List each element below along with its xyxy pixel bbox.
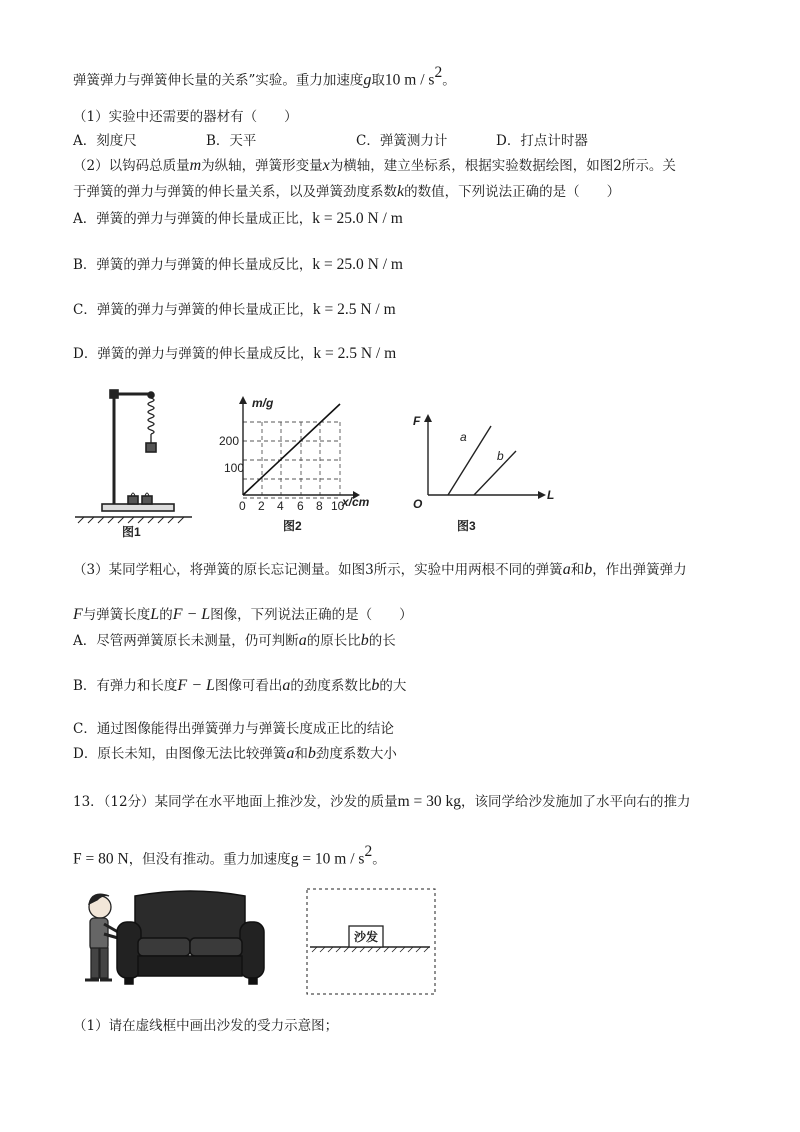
sofa-cushion-left: [138, 938, 190, 956]
q3-option-d-var1: a: [286, 745, 295, 762]
y-tick-100: 100: [224, 461, 245, 475]
q2-stem-line2: [73, 183, 620, 201]
ground-hatching: [78, 517, 184, 523]
spring: [148, 398, 154, 434]
q3-option-b-var1: F − L: [177, 677, 215, 694]
q3-text-d: 的: [159, 607, 173, 623]
q3-option-b-text3: 的劲度系数比: [290, 678, 372, 694]
var-F-L: F − L: [172, 606, 211, 623]
b-label: b: [497, 449, 504, 463]
q2-stem-line1: [73, 157, 676, 175]
q2-option-c-text: C．弹簧的弹力与弹簧的伸长量成正比，: [73, 302, 313, 318]
x-axis-label: x/cm: [342, 495, 370, 509]
x-tick-8: 8: [316, 499, 323, 513]
var-a: a: [562, 561, 571, 578]
q3-option-b-text2: 图像可看出: [214, 678, 283, 694]
q2-option-a-formula: k = 25.0 N / m: [312, 210, 403, 227]
figure-2-chart: [219, 396, 370, 533]
q2-option-b-formula: k = 25.0 N / m: [312, 256, 403, 273]
sofa-illustration: [117, 891, 264, 984]
figure-1-apparatus: [75, 390, 192, 523]
mass-2: [142, 496, 152, 504]
q13-text-b: ，该同学给沙发施加了水平向右的推力: [461, 794, 691, 810]
q3-option-d-var2: b: [307, 745, 316, 762]
q3-stem-line2: [73, 606, 413, 624]
hanging-mass: [146, 443, 156, 452]
q2-option-c-formula: k = 2.5 N / m: [312, 301, 396, 318]
y-axis-arrow: [239, 396, 247, 404]
g-value: 10 m / s: [384, 71, 435, 89]
x-tick-6: 6: [297, 499, 304, 513]
boy-illustration: [85, 894, 118, 980]
q3-stem-line1: [73, 561, 687, 579]
q3-text-c: 与弹簧长度: [82, 607, 151, 623]
q3-option-b-text4: 的大: [379, 678, 407, 694]
q13-mass: m = 30 kg: [397, 793, 462, 810]
F-label: F: [413, 414, 421, 428]
q13-stem-line2: [73, 845, 386, 869]
figure-1-caption: 图1: [122, 525, 141, 539]
q2-option-c: [73, 301, 396, 319]
base-plate: [102, 504, 174, 511]
q1-option-b: B．天平: [206, 133, 257, 149]
q3-option-d-text2: 和: [294, 746, 308, 762]
q2-option-a-text: A．弹簧的弹力与弹簧的伸长量成正比，: [73, 211, 313, 227]
q13-stem-line1: [73, 793, 691, 811]
q1-option-c: C．弹簧测力计: [356, 133, 448, 149]
clamp: [110, 390, 118, 398]
origin-label: O: [413, 497, 423, 511]
q2-option-d-formula: k = 2.5 N / m: [313, 345, 397, 362]
x-tick-2: 2: [258, 499, 265, 513]
figure-3-caption: 图3: [457, 519, 476, 533]
x-tick-10: 10: [331, 499, 345, 513]
hook-knob: [148, 392, 154, 398]
q3-and: 和: [570, 562, 585, 578]
q1-stem: （1）实验中还需要的器材有（ ）: [73, 109, 298, 125]
a-label: a: [460, 430, 467, 444]
data-line: [243, 404, 340, 495]
var-L: L: [150, 606, 160, 623]
mass-1: [128, 496, 138, 504]
figures-row: [0, 380, 800, 540]
q13-g: g = 10 m / s: [290, 850, 365, 868]
q13-period: 。: [372, 851, 386, 868]
q13-illustrations: [0, 882, 800, 997]
line-b: [474, 451, 516, 495]
sofa-arm-right: [240, 922, 264, 978]
var-x: x: [322, 157, 330, 174]
q3-text-e: 图像，下列说法正确的是（ ）: [210, 607, 413, 623]
q3-option-a-text3: 的长: [368, 633, 396, 649]
q2-text-b: 为纵轴，弹簧形变量: [201, 158, 323, 174]
q3-option-b: [73, 677, 406, 695]
take-text: 取: [371, 72, 385, 89]
q3-option-d-text3: 劲度系数大小: [315, 746, 397, 762]
q3-option-b-text1: B．有弹力和长度: [73, 678, 178, 694]
q3-text-b: ，作出弹簧弹力: [592, 562, 687, 578]
sofa-block-label: 沙发: [354, 930, 379, 944]
q3-text-a: （3）某同学粗心，将弹簧的原长忘记测量。如图3所示，实验中用两根不同的弹簧: [73, 562, 563, 578]
chart-grid: [243, 422, 340, 498]
q3-option-a: [73, 632, 396, 650]
q2-text-d: 于弹簧的弹力与弹簧的伸长量关系，以及弹簧劲度系数: [73, 184, 397, 200]
figure-2-caption: 图2: [283, 519, 302, 533]
q3-option-a-text1: A．尽管两弹簧原长未测量，仍可判断: [73, 633, 299, 649]
intro-text: 弹簧弹力与弹簧伸长量的关系”实验。重力加速度: [73, 72, 364, 89]
g-symbol: g: [363, 71, 372, 89]
q2-option-d: [73, 345, 396, 363]
q2-text-e: 的数值，下列说法正确的是（ ）: [404, 184, 621, 200]
sofa-cushion-right: [190, 938, 242, 956]
q1-option-d: D．打点计时器: [496, 133, 588, 149]
var-F: F: [73, 606, 83, 623]
q3-option-c: C．通过图像能得出弹簧弹力与弹簧长度成正比的结论: [73, 721, 394, 737]
q3-option-a-text2: 的原长比: [306, 633, 361, 649]
intro-line: [73, 66, 456, 90]
q13-g-exp: 2: [364, 843, 373, 860]
var-m: m: [189, 157, 202, 174]
q3-option-a-var2: b: [360, 632, 369, 649]
q2-option-b: [73, 256, 403, 274]
q2-option-b-text: B．弹簧的弹力与弹簧的伸长量成反比，: [73, 257, 313, 273]
q13-text-a: 13．（12分）某同学在水平地面上推沙发，沙发的质量: [73, 794, 398, 810]
q3-option-d: [73, 745, 397, 763]
y-axis-label: m/g: [252, 396, 274, 410]
q3-option-a-var1: a: [298, 632, 307, 649]
figure-3-graph: [413, 414, 554, 533]
q1-option-a: A．刻度尺: [73, 133, 137, 149]
q3-option-b-var3: b: [371, 677, 380, 694]
q13-text-c: ，但没有推动。重力加速度: [128, 851, 291, 868]
q3-option-d-text1: D．原长未知，由图像无法比较弹簧: [73, 746, 287, 762]
g-exponent: 2: [434, 64, 443, 81]
q2-text-a: （2）以钩码总质量: [73, 158, 190, 174]
q2-option-a: [73, 210, 403, 228]
var-b: b: [584, 561, 593, 578]
var-k: k: [397, 183, 405, 200]
y-tick-200: 200: [219, 434, 240, 448]
q13-sub1: （1）请在虚线框中画出沙发的受力示意图；: [73, 1018, 339, 1034]
q3-option-b-var2: a: [282, 677, 291, 694]
q13-force: F = 80 N: [73, 850, 129, 868]
L-label: L: [547, 488, 555, 502]
q2-text-c: 为横轴，建立坐标系，根据实验数据绘图，如图2所示。关: [329, 158, 676, 174]
q2-option-d-text: D．弹簧的弹力与弹簧的伸长量成反比，: [73, 346, 314, 362]
x-tick-0: 0: [239, 499, 246, 513]
period: 。: [442, 72, 456, 89]
sofa-base: [138, 956, 242, 976]
x-tick-4: 4: [277, 499, 284, 513]
